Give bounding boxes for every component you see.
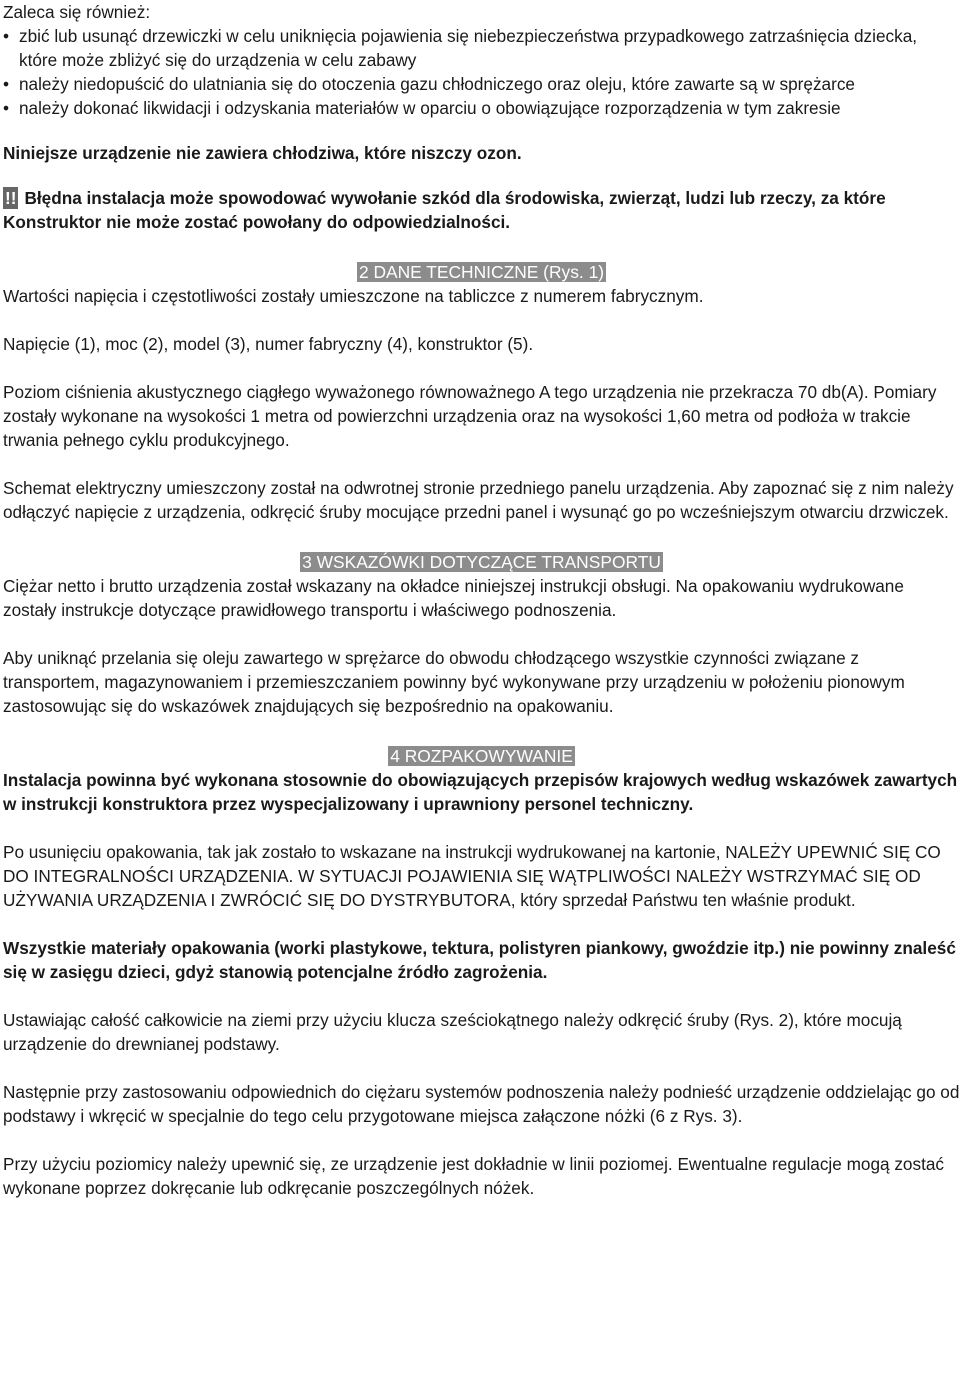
packaging-warning: Wszystkie materiały opakowania (worki plastykowe, tektura, polistyren piankowy, gwoździe itp.) nie powinny znaleść się w zasięgu dzieci, gdyż stanowią potencjalne źródło zagrożenia. <box>3 938 956 982</box>
paragraph: Wartości napięcia i częstotliwości zostały umieszczone na tabliczce z numerem fabrycznym. <box>3 286 704 306</box>
paragraph: Poziom ciśnienia akustycznego ciągłego wyważonego równoważnego A tego urządzenia nie przekracza 70 db(A). Pomiary zostały wykonane na wysokości 1 metra od powierzchni urządzenia oraz na wysokości 1,60 metra od podłoża w trakcie trwania pełnego cyklu produkcyjnego. <box>3 382 937 450</box>
warning-icon: !! <box>5 188 17 208</box>
section-heading-transport <box>3 550 960 574</box>
paragraph: Przy użyciu poziomicy należy upewnić się, ze urządzenie jest dokładnie w linii poziomej. Ewentualne regulacje mogą zostać wykonane poprzez dokręcanie lub odkręcanie poszczególnych nóżek. <box>3 1154 945 1198</box>
list-item: • należy dokonać likwidacji i odzyskania materiałów w oparciu o obowiązujące rozporządzenia w tym zakresie <box>3 96 960 120</box>
section-heading-label: 4 ROZPAKOWYWANIE <box>390 746 573 766</box>
intro-title: Zaleca się również: <box>3 2 151 22</box>
paragraph: Aby uniknąć przelania się oleju zawartego w sprężarce do obwodu chłodzącego wszystkie czynności związane z transportem, magazynowaniem i przemieszczaniem powinny być wykonywane przy urządzeniu w położeniu pionowym zastosowując się do wskazówek znajdujących się bezpośrednio na opakowaniu. <box>3 648 905 716</box>
paragraph: Ustawiając całość całkowicie na ziemi przy użyciu klucza sześciokątnego należy odkręcić śruby (Rys. 2), które mocują urządzenie do drewnianej podstawy. <box>3 1010 902 1054</box>
section-heading-label: 2 DANE TECHNICZNE (Rys. 1) <box>358 262 605 282</box>
paragraph: Ciężar netto i brutto urządzenia został wskazany na okładce niniejszej instrukcji obsługi. Na opakowaniu wydrukowane zostały instrukcje dotyczące prawidłowego transportu i właściwego podnoszenia. <box>3 576 904 620</box>
warning-paragraph <box>3 186 960 234</box>
list-item: • zbić lub usunąć drzewiczki w celu uniknięcia pojawienia się niebezpieczeństwa przypadkowego zatrzaśnięcia dziecka, które może zbliżyć się do urządzenia w celu zabawy <box>3 24 960 72</box>
installation-notice: Instalacja powinna być wykonana stosownie do obowiązujących przepisów krajowych według wskazówek zawartych w instrukcji konstruktora przez wyspecjalizowany i uprawniony personel techniczny. <box>3 770 958 814</box>
section-heading-technical-data <box>3 260 960 284</box>
paragraph: Po usunięciu opakowania, tak jak zostało to wskazane na instrukcji wydrukowanej na kartonie, NALEŻY UPEWNIĆ SIĘ CO DO INTEGRALNOŚCI URZĄDZENIA. W SYTUACJI POJAWIENIA SIĘ WĄTPLIWOŚCI NALEŻY WSTRZYMAĆ SIĘ OD UŻYWANIA URZĄDZENIA I ZWRÓCIĆ SIĘ DO DYSTRYBUTORA, który sprzedał Państwu ten właśnie produkt. <box>3 842 941 910</box>
section-heading-unpacking <box>3 744 960 768</box>
list-item: • należy niedopuścić do ulatniania się do otoczenia gazu chłodniczego oraz oleju, które zawarte są w sprężarce <box>3 72 960 96</box>
section-heading-label: 3 WSKAZÓWKI DOTYCZĄCE TRANSPORTU <box>302 552 661 572</box>
paragraph: Napięcie (1), moc (2), model (3), numer fabryczny (4), konstruktor (5). <box>3 334 534 354</box>
paragraph: Następnie przy zastosowaniu odpowiednich do ciężaru systemów podnoszenia należy podnieść urządzenie oddzielając go od podstawy i wkręcić w specjalnie do tego celu przygotowane miejsca załączone nóżki (6 z Rys. 3). <box>3 1082 960 1126</box>
paragraph: Schemat elektryczny umieszczony został na odwrotnej stronie przedniego panelu urządzenia. Aby zapoznać się z nim należy odłączyć napięcie z urządzenia, odkręcić śruby mocujące przedni panel i wysunąć go po wcześniejszym otwarciu drzwiczek. <box>3 478 954 522</box>
ozone-note: Niniejsze urządzenie nie zawiera chłodziwa, które niszczy ozon. <box>3 143 522 163</box>
warning-text: Błędna instalacja może spowodować wywołanie szkód dla środowiska, zwierząt, ludzi lub rzeczy, za które Konstruktor nie może zostać powołany do odpowiedzialności. <box>3 188 886 232</box>
recommendation-list <box>3 24 960 120</box>
